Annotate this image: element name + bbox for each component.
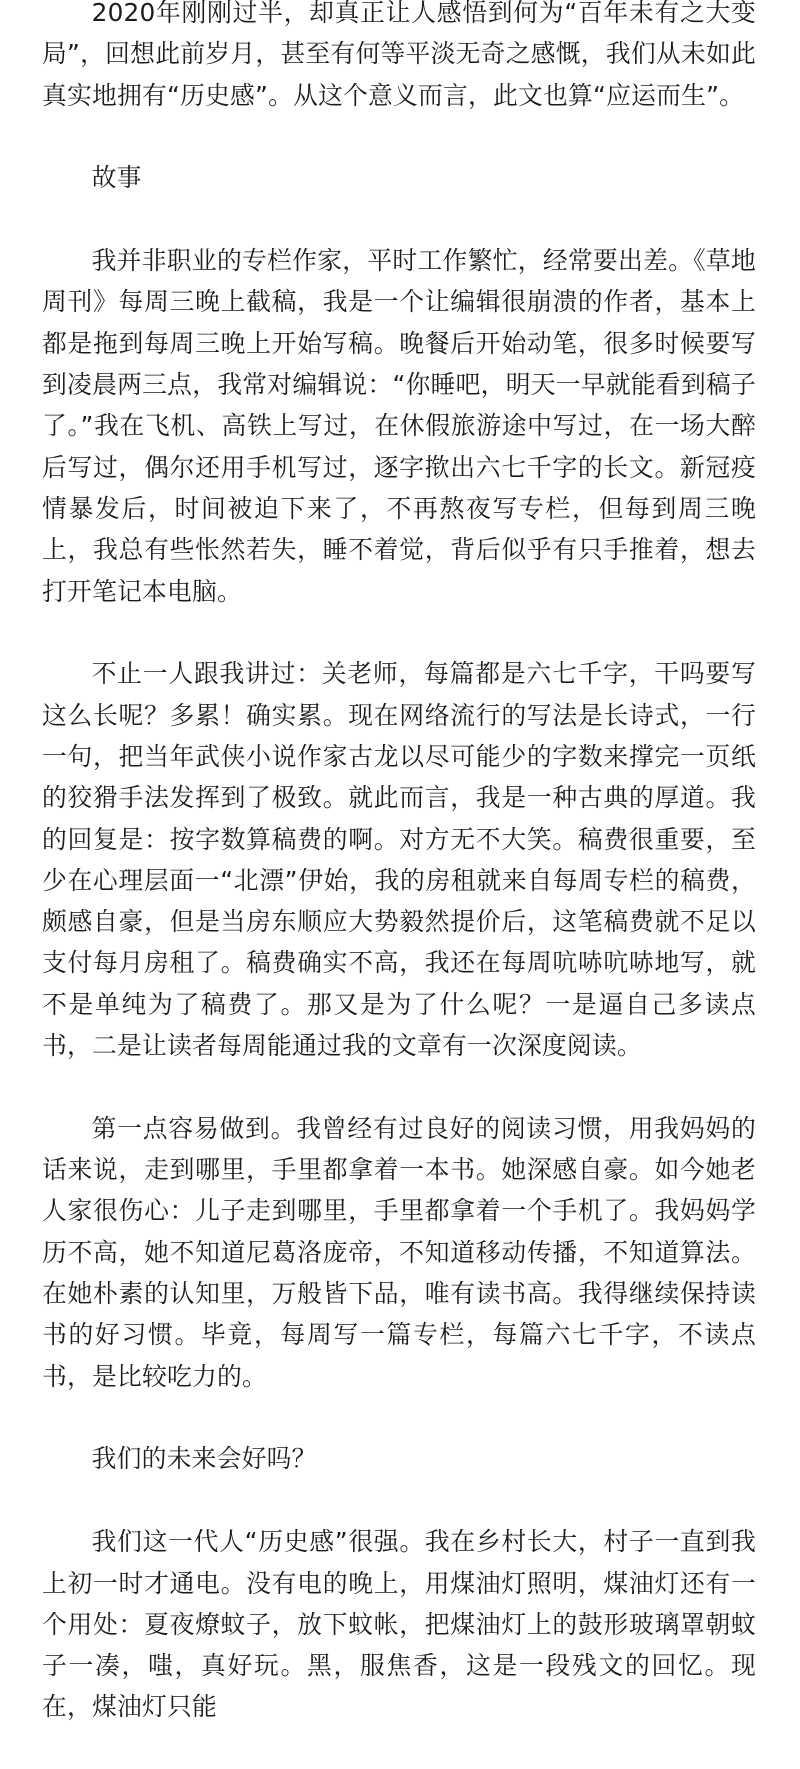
paragraph-intro: 2020年刚刚过半，却真正让人感悟到何为“百年未有之大变局”，回想此前岁月，甚至有何等平淡无奇之感慨，我们从未如此真实地拥有“历史感”。从这个意义而言，此文也算“应运而生”。 (42, 0, 756, 110)
paragraph-article-length: 不止一人跟我讲过：关老师，每篇都是六七千字，干吗要写这么长呢？多累！确实累。现在网络流行的写法是长诗式，一行一句，把当年武侠小说作家古龙以尽可能少的字数来撑完一页纸的狡猾手法发挥到了极致。就此而言，我是一种古典的厚道。我的回复是：按字数算稿费的啊。对方无不大笑。稿费很重要，至少在心理层面一“北漂”伊始，我的房租就来自每周专栏的稿费，颇感自豪，但是当房东顺应大势毅然提价后，这笔稿费就不足以支付每月房租了。稿费确实不高，我还在每周吭哧吭哧地写，就不是单纯为了稿费了。那又是为了什么呢？一是逼自己多读点书，二是让读者每周能通过我的文章有一次深度阅读。 (42, 659, 756, 1061)
section-heading-story: 故事 (91, 163, 142, 193)
paragraph-column-writing: 我并非职业的专栏作家，平时工作繁忙，经常要出差。《草地周刊》每周三晚上截稿，我是一个让编辑很崩溃的作者，基本上都是拖到每周三晚上开始写稿。晚餐后开始动笔，很多时候要写到凌晨两三点，我常对编辑说：“你睡吧，明天一早就能看到稿子了。”我在飞机、高铁上写过，在休假旅游途中写过，在一场大醉后写过，偶尔还用手机写过，逐字揿出六七千字的长文。新冠疫情暴发后，时间被迫下来了，不再熬夜写专栏，但每到周三晚上，我总有些怅然若失，睡不着觉，背后似乎有只手推着，想去打开笔记本电脑。 (42, 246, 756, 606)
paragraph-history-sense: 我们这一代人“历史感”很强。我在乡村长大，村子一直到我上初一时才通电。没有电的晚上，用煤油灯照明，煤油灯还有一个用处：夏夜燎蚊子，放下蚊帐，把煤油灯上的鼓形玻璃罩朝蚊子一凑，嗤，真好玩。黑，服焦香，这是一段残文的回忆。现在，煤油灯只能 (42, 1527, 756, 1722)
section-heading-future: 我们的未来会好吗？ (91, 1444, 317, 1474)
paragraph-reading-habit: 第一点容易做到。我曾经有过良好的阅读习惯，用我妈妈的话来说，走到哪里，手里都拿着一本书。她深感自豪。如今她老人家很伤心：儿子走到哪里，手里都拿着一个手机了。我妈妈学历不高，她不知道尼葛洛庞帝，不知道移动传播，不知道算法。在她朴素的认知里，万般皆下品，唯有读书高。我得继续保持读书的好习惯。毕竟，每周写一篇专栏，每篇六七千字，不读点书，是比较吃力的。 (42, 1113, 756, 1391)
